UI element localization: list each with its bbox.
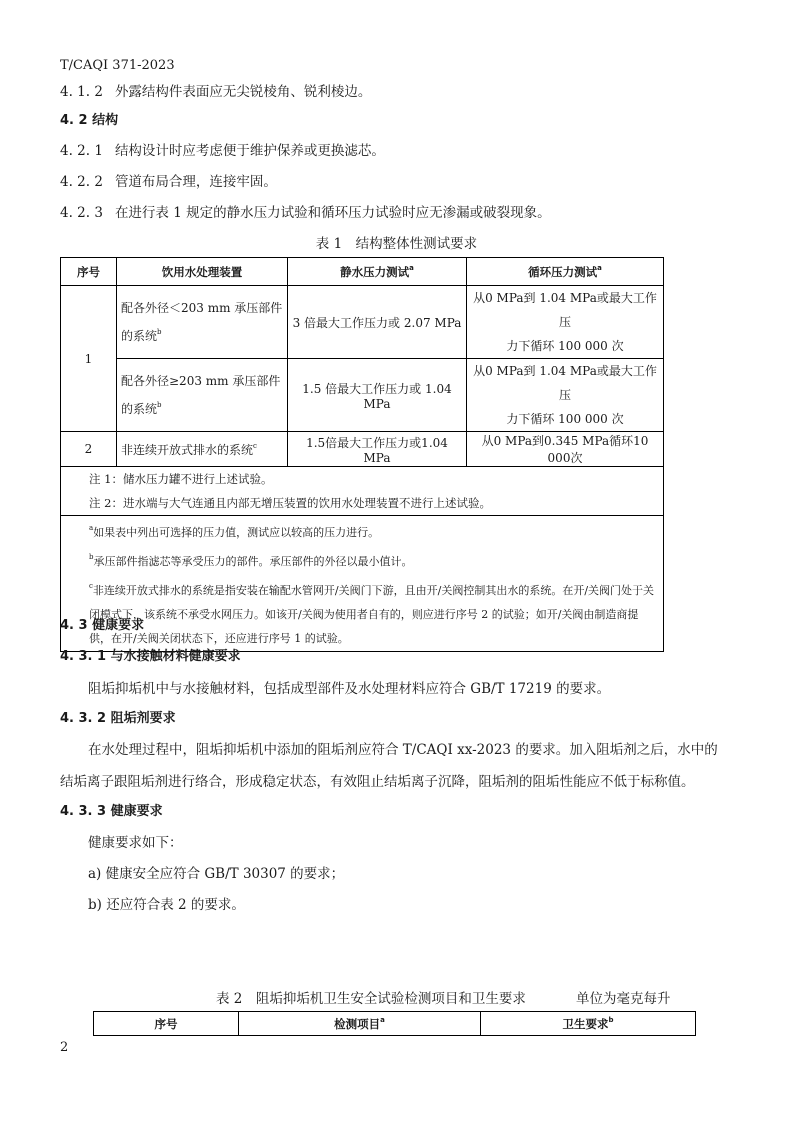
table2-header-row — [94, 1012, 696, 1036]
section-4-3-2-text-line1: 在水处理过程中，阻垢抑垢机中添加的阻垢剂应符合 T/CAQI xx-2023 的要求。加入阻垢剂之后，水中的 — [88, 742, 718, 758]
table-row — [61, 432, 664, 467]
table-row — [61, 286, 664, 359]
table1-device-cell: 非连续开放式排水的系统$^c$ — [117, 432, 288, 467]
table1-header-row — [61, 258, 664, 286]
table1-note-2: 注 2：进水端与大气连通且内部无增压装置的饮用水处理装置不进行上述试验。 — [89, 496, 491, 510]
table1-cycle-cell: 从0 MPa到 1.04 MPa或最大工作压 力下循环 100 000 次 — [467, 286, 664, 359]
table1-notes-row — [61, 467, 664, 516]
section-4-3-2-text-line2: 结垢离子跟阻垢剂进行络合，形成稳定状态，有效阻止结垢离子沉降，阻垢剂的阻垢性能应不低于标称值。 — [60, 774, 695, 790]
clause-4-2-1: 4. 2. 1 结构设计时应考虑便于维护保养或更换滤芯。 — [60, 143, 385, 159]
table2-header-req: 卫生要求$^b$ — [481, 1012, 696, 1036]
list-item: b) 还应符合表 2 的要求。 — [88, 897, 245, 913]
table1-footnotes — [61, 516, 664, 652]
table1-header-seq: 序号 — [61, 258, 117, 286]
table1-footnote-b: $^b$承压部件指滤芯等承受压力的部件。承压部件的外径以最小值计。 — [89, 553, 413, 568]
table1-seq-1: 1 — [61, 286, 117, 432]
table1 — [60, 257, 664, 652]
table1-header-device: 饮用水处理装置 — [117, 258, 288, 286]
table-row — [61, 359, 664, 432]
section-4-3-3-title: 4. 3. 3 健康要求 — [60, 804, 163, 819]
section-4-3-title: 4. 3 健康要求 — [60, 618, 145, 633]
table1-device-cell: 配各外径≥203 mm 承压部件 的系统$^b$ — [117, 359, 288, 432]
table1-footnote-c: $^c$非连续开放式排水的系统是指安装在输配水管网开/关阀门下游，且由开/关阀控制其出水的系统。在开/关阀门处于关闭模式下，该系统不承受水网压力。如该开/关阀为使用者自有的，则应进行序号 2 的试验；如开/关阀由制造商提供，在开/关阀关闭状态下，还应进行序号 1 的试验。 — [89, 582, 655, 645]
list-item: a) 健康安全应符合 GB/T 30307 的要求； — [88, 866, 345, 882]
section-4-3-1-text: 阻垢抑垢机中与水接触材料，包括成型部件及水处理材料应符合 GB/T 17219 的要求。 — [88, 681, 611, 697]
table1-footnotes-row — [61, 516, 664, 652]
table1-footnote-a: $^a$如果表中列出可选择的压力值，测试应以较高的压力进行。 — [89, 524, 380, 539]
table1-cycle-cell: 从0 MPa到 1.04 MPa或最大工作压 力下循环 100 000 次 — [467, 359, 664, 432]
clause-4-2-2: 4. 2. 2 管道布局合理，连接牢固。 — [60, 174, 277, 190]
table2-caption: 表 2 阻垢抑垢机卫生安全试验检测项目和卫生要求 — [216, 991, 526, 1007]
page-number: 2 — [60, 1040, 69, 1055]
table1-static-cell: 1.5 倍最大工作压力或 1.04 MPa — [288, 359, 467, 432]
document-id: T/CAQI 371-2023 — [60, 58, 175, 73]
table1-note-1: 注 1：储水压力罐不进行上述试验。 — [89, 472, 273, 486]
table1-seq-2: 2 — [61, 432, 117, 467]
table1-static-cell: 3 倍最大工作压力或 2.07 MPa — [288, 286, 467, 359]
table2-header-item: 检测项目$^a$ — [239, 1012, 481, 1036]
table1-static-cell: 1.5倍最大工作压力或1.04 MPa — [288, 432, 467, 467]
table1-device-cell: 配各外径＜203 mm 承压部件 的系统$^b$ — [117, 286, 288, 359]
clause-4-2-3: 4. 2. 3 在进行表 1 规定的静水压力试验和循环压力试验时应无渗漏或破裂现象。 — [60, 205, 551, 221]
section-4-3-3-intro: 健康要求如下： — [88, 835, 183, 851]
table2-unit: 单位为毫克每升 — [576, 991, 671, 1007]
table2 — [93, 1011, 696, 1036]
section-4-2-title: 4. 2 结构 — [60, 113, 119, 128]
table1-cycle-cell: 从0 MPa到0.345 MPa循环10 000次 — [467, 432, 664, 467]
section-4-3-1-title: 4. 3. 1 与水接触材料健康要求 — [60, 649, 241, 664]
clause-4-1-2: 4. 1. 2 外露结构件表面应无尖锐棱角、锐利棱边。 — [60, 84, 372, 100]
table1-notes — [61, 467, 664, 516]
table1-header-static: 静水压力测试$^a$ — [288, 258, 467, 286]
table2-header-seq: 序号 — [94, 1012, 239, 1036]
section-4-3-2-title: 4. 3. 2 阻垢剂要求 — [60, 711, 176, 726]
table1-caption: 表 1 结构整体性测试要求 — [315, 236, 478, 252]
table1-header-cycle: 循环压力测试$^a$ — [467, 258, 664, 286]
